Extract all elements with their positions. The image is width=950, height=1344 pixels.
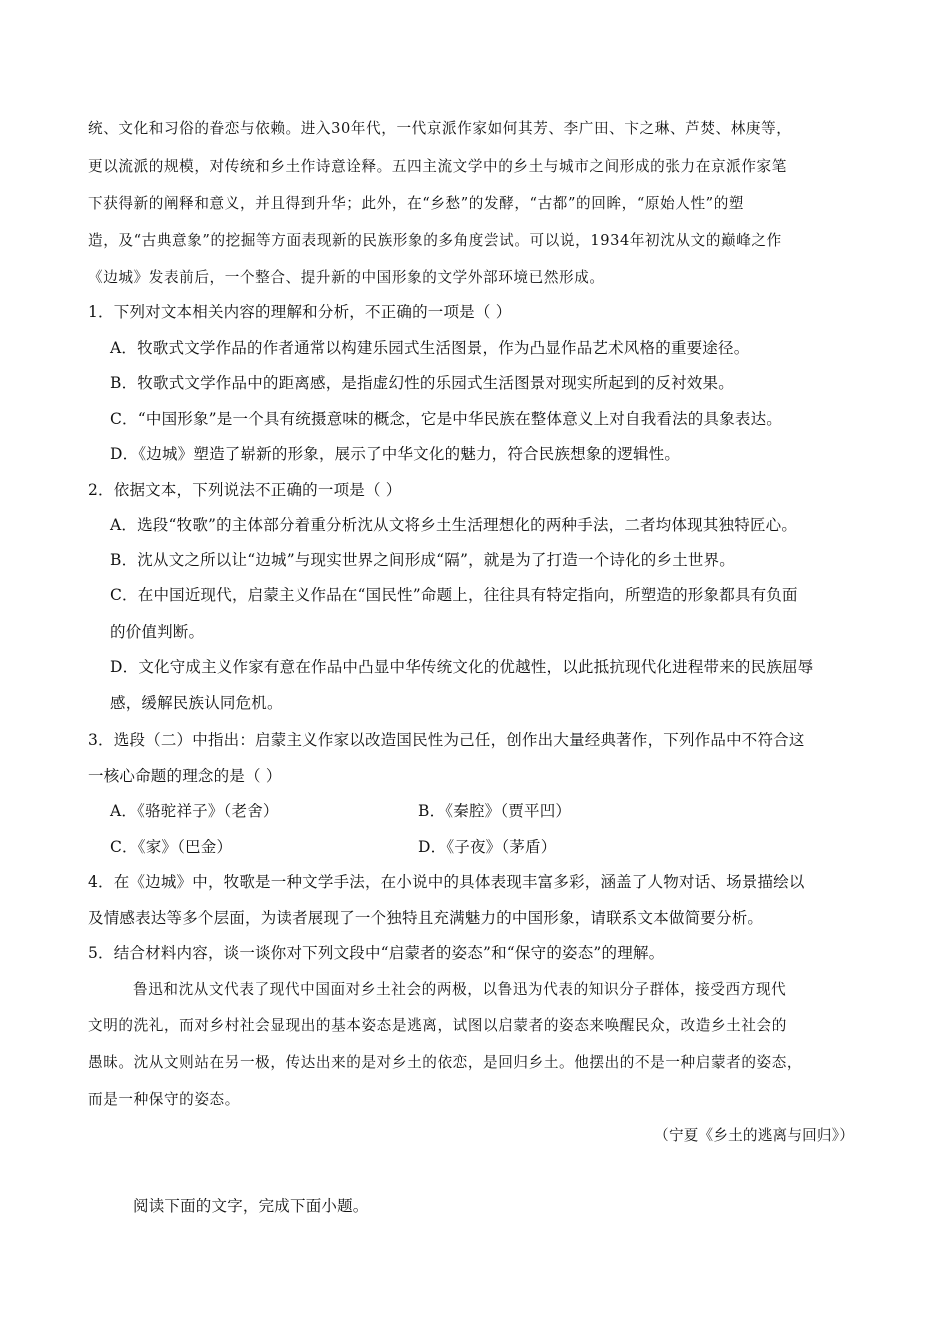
question-3-option-b: B．《秦腔》（贾平凹） [418, 802, 572, 820]
question-3-stem: 3．选段（二）中指出：启蒙主义作家以改造国民性为己任，创作出大量经典著作，下列作品中不符合这 [88, 731, 805, 749]
question-2-stem: 2．依据文本，下列说法不正确的一项是（ ） [88, 481, 402, 499]
question-4-stem-continued: 及情感表达等多个层面，为读者展现了一个独特且充满魅力的中国形象，请联系文本做简要分析。 [88, 909, 764, 927]
quoted-passage-source: （宁夏《乡土的逃离与回归》） [654, 1127, 854, 1144]
question-1-option-a: A．牧歌式文学作品的作者通常以构建乐园式生活图景，作为凸显作品艺术风格的重要途径。 [110, 339, 750, 357]
question-3-option-c: C．《家》（巴金） [110, 838, 233, 856]
intro-passage-line-3: 下获得新的阐释和意义，并且得到升华；此外，在“乡愁”的发酵，“古都”的回眸，“原始人性”的塑 [88, 195, 745, 212]
question-2-option-c: C．在中国近现代，启蒙主义作品在“国民性”命题上，往往具有特定指向，所塑造的形象都具有负面 [110, 586, 798, 604]
intro-passage-line-1: 统、文化和习俗的眷恋与依赖。进入30年代，一代京派作家如何其芳、李广田、卞之琳、芦焚、林庚等， [88, 120, 792, 137]
question-3-stem-continued: 一核心命题的理念的是（ ） [88, 767, 282, 785]
intro-passage-line-5: 《边城》发表前后，一个整合、提升新的中国形象的文学外部环境已然形成。 [88, 269, 605, 286]
next-section-instruction: 阅读下面的文字，完成下面小题。 [133, 1197, 369, 1215]
intro-passage-line-2: 更以流派的规模，对传统和乡土作诗意诠释。五四主流文学中的乡土与城市之间形成的张力在京派作家笔 [88, 158, 787, 175]
intro-passage-line-4: 造，及“古典意象”的挖掘等方面表现新的民族形象的多角度尝试。可以说，1934年初沈从文的巅峰之作 [88, 232, 782, 249]
quoted-passage-line-2: 文明的洗礼，而对乡村社会显现出的基本姿态是逃离，试图以启蒙者的姿态来唤醒民众，改造乡土社会的 [88, 1017, 787, 1034]
question-1-option-d: D．《边城》塑造了崭新的形象，展示了中华文化的魅力，符合民族想象的逻辑性。 [110, 445, 681, 463]
question-2-option-b: B．沈从文之所以让“边城”与现实世界之间形成“隔”，就是为了打造一个诗化的乡土世界。 [110, 551, 735, 569]
question-2-option-d-continued: 感，缓解民族认同危机。 [110, 694, 283, 712]
quoted-passage-line-1: 鲁迅和沈从文代表了现代中国面对乡土社会的两极，以鲁迅为代表的知识分子群体，接受西方现代 [133, 981, 787, 998]
question-5-stem: 5．结合材料内容，谈一谈你对下列文段中“启蒙者的姿态”和“保守的姿态”的理解。 [88, 944, 665, 962]
question-2-option-a: A．选段“牧歌”的主体部分着重分析沈从文将乡土生活理想化的两种手法，二者均体现其独特匠心。 [110, 516, 798, 534]
quoted-passage-line-4: 而是一种保守的姿态。 [88, 1091, 240, 1108]
question-3-option-a: A．《骆驼祥子》（老舍） [110, 802, 279, 820]
question-2-option-d: D．文化守成主义作家有意在作品中凸显中华传统文化的优越性，以此抵抗现代化进程带来的民族屈辱 [110, 658, 814, 676]
quoted-passage-line-3: 愚昧。沈从文则站在另一极，传达出来的是对乡土的依恋，是回归乡土。他摆出的不是一种启蒙者的姿态， [88, 1054, 803, 1071]
question-2-option-c-continued: 的价值判断。 [110, 623, 205, 641]
question-1-stem: 1．下列对文本相关内容的理解和分析，不正确的一项是（ ） [88, 303, 512, 321]
question-3-option-d: D．《子夜》（茅盾） [418, 838, 557, 856]
question-4-stem: 4．在《边城》中，牧歌是一种文学手法，在小说中的具体表现丰富多彩，涵盖了人物对话、场景描绘以 [88, 873, 805, 891]
question-1-option-b: B．牧歌式文学作品中的距离感，是指虚幻性的乐园式生活图景对现实所起到的反衬效果。 [110, 374, 734, 392]
question-1-option-c: C．“中国形象”是一个具有统摄意味的概念，它是中华民族在整体意义上对自我看法的具象表达。 [110, 410, 783, 428]
